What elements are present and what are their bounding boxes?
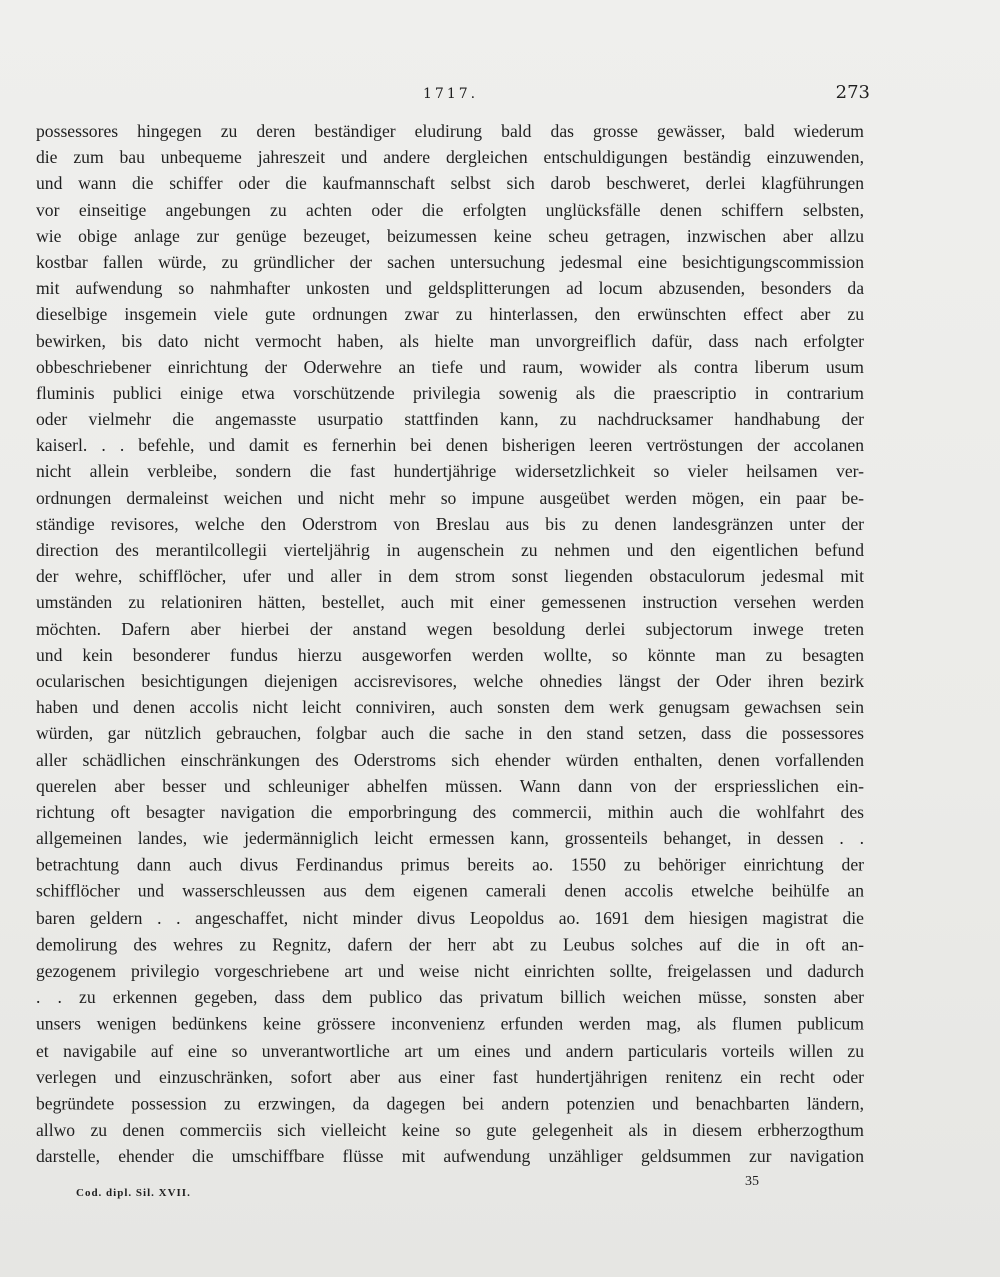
text-line: wie obige anlage zur genüge bezeuget, beizumessen keine scheu getragen, inzwischen aber allzu <box>36 225 864 246</box>
running-year-header: 1717. <box>423 86 479 102</box>
body-text <box>36 118 864 1166</box>
text-line: kaiserl. . . befehle, und damit es fernerhin bei denen bisherigen leeren vertröstungen der accolanen <box>36 435 864 456</box>
text-line: betrachtung dann auch divus Ferdinandus primus bereits ao. 1550 zu behöriger einrichtung der <box>36 854 864 875</box>
text-line: bewirken, bis dato nicht vermocht haben, als hielte man unvorgreiflich dafür, dass nach erfolgter <box>36 330 864 351</box>
text-line: würden, gar nützlich gebrauchen, folgbar auch die sache in den stand setzen, dass die possessores <box>36 723 864 744</box>
text-line: gezogenem privilegio vorgeschriebene art und weise nicht einrichten sollte, freigelassen und dadurch <box>36 960 864 981</box>
text-line: possessores hingegen zu deren beständiger eludirung bald das grosse gewässer, bald wiederum <box>36 121 864 141</box>
text-line: richtung oft besagter navigation die emporbringung des commercii, mithin auch die wohlfahrt des <box>36 801 864 822</box>
text-line: oder vielmehr die angemasste usurpatio stattfinden kann, zu nachdrucksamer handhabung der <box>36 409 864 430</box>
text-line: demolirung des wehres zu Regnitz, dafern der herr abt zu Leubus solches auf die in oft an- <box>36 934 864 955</box>
text-line: und wann die schiffer oder die kaufmannschaft selbst sich darob beschweret, derlei klagführungen <box>36 173 864 194</box>
text-line: verlegen und einzuschränken, sofort aber aus einer fast hundertjährigen renitenz ein recht oder <box>36 1066 864 1087</box>
text-line: allgemeinen landes, wie jedermänniglich leicht ermessen kann, grossenteils behanget, in dessen . . <box>36 828 864 849</box>
text-line: und kein besonderer fundus hierzu ausgeworfen werden wollte, so könnte man zu besagten <box>36 644 864 665</box>
text-line: fluminis publici einige etwa vorschützende privilegia sowenig als die praescriptio in contrarium <box>36 382 864 403</box>
text-line: schifflöcher und wasserschleussen aus dem eigenen camerali denen accolis etwelche beihülfe an <box>36 881 864 902</box>
text-line: die zum bau unbequeme jahreszeit und andere dergleichen entschuldigungen beständig einzuwenden, <box>36 147 864 168</box>
text-line: möchten. Dafern aber hierbei der anstand wegen besoldung derlei subjectorum inwege treten <box>36 618 864 639</box>
text-line: direction des merantilcollegii vierteljährig in augenschein zu nehmen und den eigentlichen befund <box>36 540 864 560</box>
text-line: mit aufwendung so nahmhafter unkosten und geldsplitterungen ad locum abzusenden, besonders da <box>36 278 864 299</box>
text-line: begründete possession zu erzwingen, da dagegen bei andern potenzien und benachbarten ländern, <box>36 1093 864 1114</box>
text-line: vor einseitige angebungen zu achten oder die erfolgten unglücksfälle denen schiffern selbsten, <box>36 199 864 220</box>
text-line: aller schädlichen einschränkungen des Oderstroms sich ehender würden enthalten, denen vorfallenden <box>36 749 864 770</box>
page-number: 273 <box>835 82 870 103</box>
text-line: unsers wenigen bedünkens keine grössere inconvenienz erfunden werden mag, als flumen publicum <box>36 1013 864 1034</box>
source-citation: Cod. dipl. Sil. XVII. <box>76 1187 191 1199</box>
text-line: et navigabile auf eine so unverantwortliche art um eines und andern particularis vorteils willen zu <box>36 1040 864 1061</box>
text-line: nicht allein verbleibe, sondern die fast hundertjährige widersetzlichkeit so vieler heilsamen ver- <box>36 461 864 482</box>
text-line: dieselbige insgemein viele gute ordnungen zwar zu hinterlassen, den erwünschten effect aber zu <box>36 304 864 325</box>
text-line: baren geldern . . angeschaffet, nicht minder divus Leopoldus ao. 1691 dem hiesigen magistrat die <box>36 907 864 928</box>
text-line: umständen zu relationiren hätten, bestellet, auch mit einer gemessenen instruction versehen werden <box>36 592 864 613</box>
text-line: . . zu erkennen gegeben, dass dem publico das privatum billich weichen müsse, sonsten aber <box>36 987 864 1008</box>
text-line: ständige revisores, welche den Oderstrom von Breslau aus bis zu denen landesgränzen unter der <box>36 513 864 534</box>
text-line: querelen aber besser und schleuniger abhelfen müssen. Wann dann von der erspriesslichen ein- <box>36 775 864 796</box>
text-line: kostbar fallen würde, zu gründlicher der sachen untersuchung jedesmal eine besichtigungscommission <box>36 251 864 272</box>
bleed-through-text <box>60 68 960 108</box>
signature-mark: 35 <box>745 1174 759 1189</box>
text-line: allwo zu denen commerciis sich vielleicht keine so gute gelegenheit als in diesem erbherzogthum <box>36 1119 864 1140</box>
text-line: obbeschriebener einrichtung der Oderwehre an tiefe und raum, wowider als contra liberum usum <box>36 356 864 377</box>
text-line: darstelle, ehender die umschiffbare flüsse mit aufwendung unzähliger geldsummen zur navigation <box>36 1146 864 1167</box>
text-line: haben und denen accolis nicht leicht conniviren, auch sonsten dem werk genugsam gewachsen sein <box>36 697 864 718</box>
text-line: der wehre, schifflöcher, ufer und aller in dem strom sonst liegenden obstaculorum jedesmal mit <box>36 566 864 587</box>
text-line: ordnungen dermaleinst weichen und nicht mehr so impune ausgeübet werden mögen, ein paar be- <box>36 487 864 508</box>
text-line: ocularischen besichtigungen diejenigen accisrevisores, welche ohnedies längst der Oder ihren bezirk <box>36 670 864 691</box>
